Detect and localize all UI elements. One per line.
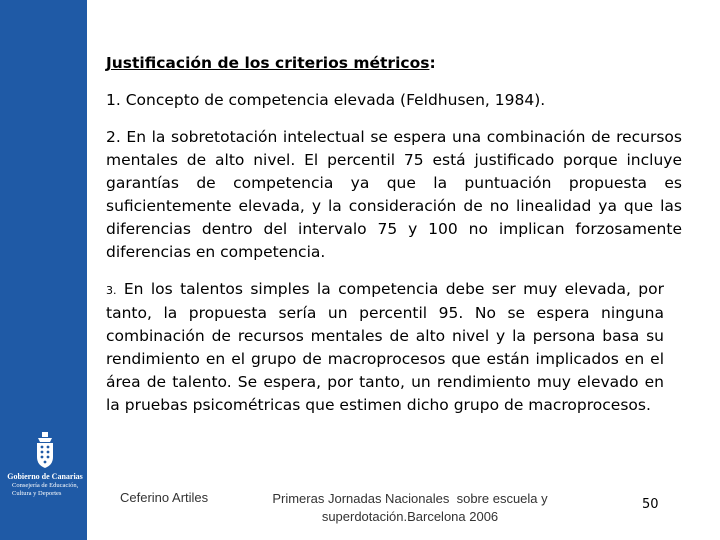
footer-event	[250, 490, 570, 526]
dept-line-1: Consejería de Educación,	[12, 482, 79, 489]
sidebar	[0, 0, 87, 540]
slide-content	[106, 52, 682, 431]
paragraph-2: 2. En la sobretotación intelectual se espera una combinación de recursos mentales de alto nivel. El percentil 75 está justificado porque incluye garantías de competencia ya que la puntuación propuesta es suficientemente elevada, y la consideración de no linealidad ya que las diferencias dentro del intervalo 75 y 100 no implican forzosamente diferencias en competencia.	[106, 128, 682, 261]
paragraph-3	[106, 278, 664, 417]
coat-of-arms-icon	[34, 432, 56, 470]
dept-name	[6, 482, 84, 498]
footer-event-line-2: superdotación.Barcelona 2006	[321, 509, 499, 524]
government-logo	[6, 432, 84, 498]
slide-heading	[106, 52, 682, 75]
paragraph-1: 1. Concepto de competencia elevada (Feldhusen, 1984).	[106, 91, 546, 109]
dept-line-2: Cultura y Deportes	[12, 490, 62, 497]
heading-colon: :	[429, 54, 436, 72]
footer-event-line-1: Primeras Jornadas Nacionales sobre escuela y	[272, 491, 548, 506]
paragraph-3-number: 3.	[106, 284, 117, 297]
footer-author: Ceferino Artiles	[120, 490, 209, 505]
org-name: Gobierno de Canarias	[7, 472, 83, 481]
heading-text: Justificación de los criterios métricos	[106, 54, 430, 72]
paragraph-3-text: En los talentos simples la competencia debe ser muy elevada, por tanto, la propuesta sería un percentil 95. No se espera ninguna combinación de recursos mentales de alto nivel y la persona basa su rendimiento en el grupo de macroprocesos que están implicados en el área de talento. Se espera, por tanto, un rendimiento muy elevado en la pruebas psicométricas que estimen dicho grupo de macroprocesos.	[106, 280, 664, 414]
page-number: 50	[642, 497, 659, 512]
